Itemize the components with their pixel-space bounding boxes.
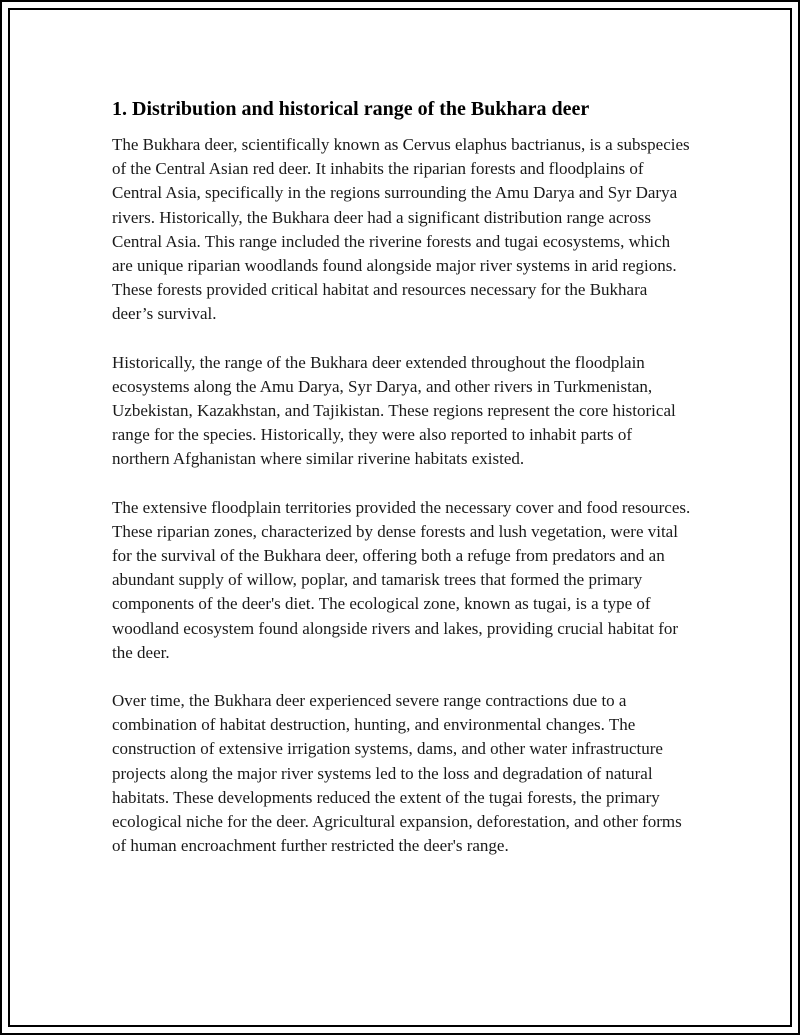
paragraph-4: Over time, the Bukhara deer experienced severe range contractions due to a combination of habitat destruction, hunting, and environmental changes. The construction of extensive irrigation systems, dams, and other water infrastructure projects along the major river systems led to the loss and degradation of natural habitats. These developments reduced the extent of the tugai forests, the primary ecological niche for the deer. Agricultural expansion, deforestation, and other forms of human encroachment further restricted the deer's range. [112,691,682,856]
document-body [112,96,692,882]
paragraph-2: Historically, the range of the Bukhara deer extended throughout the floodplain ecosystems along the Amu Darya, Syr Darya, and other rivers in Turkmenistan, Uzbekistan, Kazakhstan, and Tajikistan. These regions represent the core historical range for the species. Historically, they were also reported to inhabit parts of northern Afghanistan where similar riverine habitats existed. [112,352,676,469]
section-heading: 1. Distribution and historical range of the Bukhara deer [112,98,590,120]
paragraph-3: The extensive floodplain territories provided the necessary cover and food resources. These riparian zones, characterized by dense forests and lush vegetation, were vital for the survival of the Bukhara deer, offering both a refuge from predators and an abundant supply of willow, poplar, and tamarisk trees that formed the primary components of the deer's diet. The ecological zone, known as tugai, is a type of woodland ecosystem found alongside rivers and lakes, providing crucial habitat for the deer. [112,497,691,662]
paragraph-1: The Bukhara deer, scientifically known as Cervus elaphus bactrianus, is a subspecies of the Central Asian red deer. It inhabits the riparian forests and floodplains of Central Asia, specifically in the regions surrounding the Amu Darya and Syr Darya rivers. Historically, the Bukhara deer had a significant distribution range across Central Asia. This range included the riverine forests and tugai ecosystems, which are unique riparian woodlands found alongside major river systems in arid regions. These forests provided critical habitat and resources necessary for the Bukhara deer’s survival. [112,135,690,324]
